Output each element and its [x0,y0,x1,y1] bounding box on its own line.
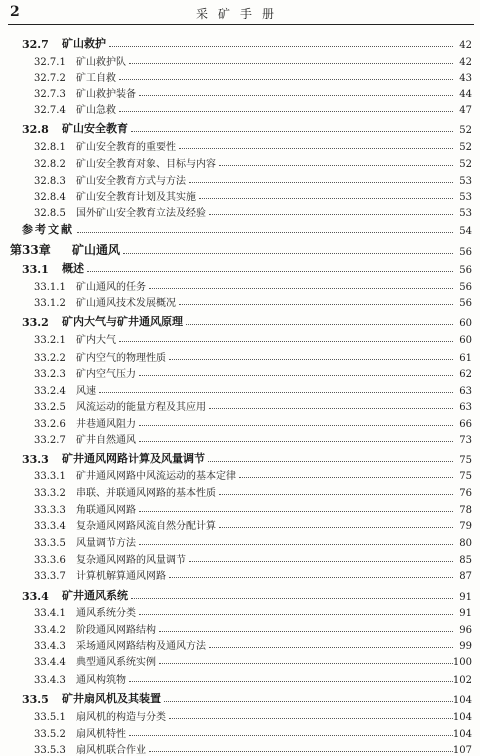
dot-leader [129,735,453,736]
toc-section[interactable] [0,450,480,466]
dot-leader [139,95,453,96]
toc-subsection[interactable] [0,740,480,756]
toc-section[interactable] [0,260,480,276]
toc-entry-number: 33.2.2 [34,353,66,364]
dot-leader [139,375,453,376]
toc-section[interactable] [0,690,480,706]
toc-entry-number: 32.7.3 [34,89,66,100]
toc-entry-number: 33.4.2 [34,625,66,636]
toc-entry-page: 56 [459,282,472,293]
toc-entry-page: 104 [452,695,472,706]
toc-entry-title: 矿井自然通风 [76,435,136,446]
toc-entry-title: 矿山急救 [76,105,116,116]
dot-leader [159,663,453,664]
toc-entry-number: 33.3 [22,453,49,466]
toc-entry-number: 32.8.1 [34,142,66,153]
toc-entry-page: 100 [452,657,472,668]
toc-entry-number: 33.4.1 [34,608,66,619]
toc-entry-title: 矿山安全教育 [62,122,128,135]
toc-entry-page: 73 [459,435,472,446]
dot-leader [109,46,453,47]
toc-entry-page: 42 [459,40,472,51]
toc-subsection[interactable] [0,364,480,380]
toc-entry-number: 33.4 [22,590,49,603]
toc-entry-title: 通风系统分类 [76,608,136,619]
dot-leader [199,198,453,199]
toc-entry-title: 国外矿山安全教育立法及经验 [76,208,206,219]
dot-leader [119,341,453,342]
toc-entry-page: 96 [459,625,472,636]
toc-entry-title: 矿工自救 [76,73,116,84]
dot-leader [99,392,453,393]
toc-entry-number: 33.5.3 [34,745,66,756]
toc-entry-page: 61 [459,353,472,364]
toc-entry-number: 33.3.5 [34,538,66,549]
toc-subsection[interactable] [0,84,480,100]
toc-subsection[interactable] [0,483,480,499]
toc-entry-title: 复杂通风网路的风量调节 [76,555,186,566]
toc-entry-number: 33.2 [22,316,49,329]
toc-subsection[interactable] [0,430,480,446]
dot-leader [159,631,453,632]
toc-entry-title: 扇风机的构造与分类 [76,712,166,723]
dot-leader [149,751,453,752]
toc-entry-page: 85 [459,555,472,566]
dot-leader [139,425,453,426]
toc-entry-title: 矿井通风系统 [62,589,128,602]
toc-entry-page: 66 [459,419,472,430]
toc-entry-title: 矿内大气 [76,335,116,346]
dot-leader [119,79,453,80]
toc-entry-title: 阶段通风网路结构 [76,625,156,636]
toc-entry-title: 矿内大气与矿井通风原理 [62,315,183,328]
toc-entry-page: 104 [452,729,472,740]
toc-entry-title: 矿内空气的物理性质 [76,353,166,364]
toc-entry-page: 99 [459,641,472,652]
toc-entry-number: 33.1.2 [34,298,66,309]
toc-entry-page: 53 [459,176,472,187]
toc-entry-title: 矿山安全教育对象、目标与内容 [76,159,216,170]
toc-entry-title: 扇风机联合作业 [76,745,146,756]
toc-entry-page: 107 [452,745,472,756]
toc-entry-title: 矿山安全教育方式与方法 [76,176,186,187]
toc-section[interactable] [0,587,480,603]
toc-subsection[interactable] [0,348,480,364]
dot-leader [119,111,453,112]
toc-entry-number: 32.7 [22,38,49,51]
dot-leader [139,544,453,545]
toc-entry-page: 63 [459,402,472,413]
toc-entry-number: 33.3.1 [34,471,66,482]
toc-section[interactable] [0,313,480,329]
toc-references[interactable] [0,221,480,237]
toc-subsection[interactable] [0,171,480,187]
toc-entry-page: 53 [459,192,472,203]
toc-subsection[interactable] [0,670,480,686]
toc-entry-page: 75 [459,455,472,466]
toc-entry-title: 概述 [62,262,84,275]
toc-entry-title: 计算机解算通风网路 [76,571,166,582]
dot-leader [209,214,453,215]
toc-entry-title: 扇风机特性 [76,729,126,740]
dot-leader [129,681,453,682]
toc-subsection[interactable] [0,566,480,582]
toc-entry-number: 33.3.2 [34,488,66,499]
toc-entry-title: 风流运动的能量方程及其应用 [76,402,206,413]
toc-entry-page: 54 [459,226,472,237]
toc-subsection[interactable] [0,533,480,549]
toc-entry-title: 矿山通风的任务 [76,282,146,293]
dot-leader [123,253,453,254]
dot-leader [169,718,453,719]
toc-entry-page: 53 [459,208,472,219]
toc-subsection[interactable] [0,516,480,532]
dot-leader [239,477,453,478]
toc-entry-number: 33.4.3 [34,675,66,686]
toc-entry-title: 矿山通风技术发展概况 [76,298,176,309]
toc-entry-title: 典型通风系统实例 [76,657,156,668]
toc-entry-number: 33.2.5 [34,402,66,413]
toc-entry-page: 56 [459,265,472,276]
toc-subsection[interactable] [0,724,480,740]
toc-entry-title: 矿山通风 [72,243,121,257]
toc-entry-number: 33.5 [22,693,49,706]
toc-section[interactable] [0,35,480,51]
toc-entry-title: 矿内空气压力 [76,369,136,380]
toc-entry-page: 47 [459,105,472,116]
toc-entry-title: 矿井扇风机及其装置 [62,692,161,705]
dot-leader [149,288,453,289]
toc-subsection[interactable] [0,187,480,203]
toc-entry-page: 52 [459,142,472,153]
toc-entry-number: 32.8.3 [34,176,66,187]
toc-subsection[interactable] [0,603,480,619]
toc-entry-page: 91 [459,592,472,603]
dot-leader [219,494,453,495]
dot-leader [189,182,453,183]
page-header [0,0,480,26]
toc-entry-title: 矿山安全教育计划及其实施 [76,192,196,203]
toc-entry-page: 56 [459,247,472,258]
toc-entry-page: 102 [452,675,472,686]
dot-leader [209,647,453,648]
toc-entry-number: 32.7.2 [34,73,66,84]
dot-leader [169,359,453,360]
toc-entry-number: 32.8.5 [34,208,66,219]
toc-entry-number: 33.2.1 [34,335,66,346]
dot-leader [208,461,453,462]
dot-leader [87,271,453,272]
toc-entry-number: 33.4.3 [34,641,66,652]
page-number: 2 [10,4,20,20]
toc-entry-number: 33.3.4 [34,521,66,532]
toc-entry-number: 33.2.6 [34,419,66,430]
toc-subsection[interactable] [0,620,480,636]
dot-leader [77,232,453,233]
toc-entry-number: 第33章 [10,243,51,257]
toc-subsection[interactable] [0,100,480,116]
dot-leader [189,561,453,562]
toc-entry-number: 32.7.1 [34,57,66,68]
book-title: 采矿手册 [195,7,284,21]
toc-entry-page: 76 [459,488,472,499]
toc-entry-title: 串联、并联通风网路的基本性质 [76,488,216,499]
dot-leader [219,165,453,166]
toc-entry-page: 44 [459,89,472,100]
toc-entry-page: 60 [459,318,472,329]
toc-subsection[interactable] [0,154,480,170]
toc-subsection[interactable] [0,636,480,652]
toc-entry-number: 32.8 [22,123,49,136]
toc-entry-page: 87 [459,571,472,582]
toc-entry-page: 62 [459,369,472,380]
toc-subsection[interactable] [0,137,480,153]
dot-leader [131,131,453,132]
toc-entry-title: 参考文献 [22,223,74,236]
toc-entry-page: 80 [459,538,472,549]
toc-entry-title: 采场通风网路结构及通风方法 [76,641,206,652]
dot-leader [179,304,453,305]
toc-entry-number: 33.5.2 [34,729,66,740]
toc-entry-page: 78 [459,505,472,516]
toc-entry-title: 矿山安全教育的重要性 [76,142,176,153]
toc-entry-page: 42 [459,57,472,68]
dot-leader [139,511,453,512]
toc-entry-number: 33.5.1 [34,712,66,723]
toc-entry-number: 32.8.2 [34,159,66,170]
toc-entry-page: 63 [459,386,472,397]
toc-entry-number: 33.3.3 [34,505,66,516]
toc-entry-title: 矿山救护装备 [76,89,136,100]
toc-section[interactable] [0,120,480,136]
toc-subsection[interactable] [0,500,480,516]
toc-subsection[interactable] [0,203,480,219]
toc-subsection[interactable] [0,52,480,68]
toc-entry-title: 矿山救护队 [76,57,126,68]
toc-entry-page: 104 [452,712,472,723]
header-rule [8,24,474,25]
dot-leader [169,577,453,578]
toc-entry-page: 52 [459,159,472,170]
dot-leader [131,598,453,599]
dot-leader [219,527,453,528]
toc-entry-title: 通风构筑物 [76,675,126,686]
toc-entry-number: 33.2.7 [34,435,66,446]
toc-entry-title: 矿井通风网路中风流运动的基本定律 [76,471,236,482]
toc-entry-number: 33.4.4 [34,657,66,668]
toc-entry-number: 32.7.4 [34,105,66,116]
toc-entry-page: 52 [459,125,472,136]
toc-subsection[interactable] [0,652,480,668]
toc-chapter[interactable] [0,242,480,258]
toc-entry-title: 风量调节方法 [76,538,136,549]
toc-entry-page: 75 [459,471,472,482]
toc-entry-page: 91 [459,608,472,619]
toc-entry-title: 风速 [76,386,96,397]
toc-subsection[interactable] [0,414,480,430]
dot-leader [186,324,453,325]
toc-entry-page: 60 [459,335,472,346]
toc-entry-page: 43 [459,73,472,84]
toc-entry-title: 矿山救护 [62,37,106,50]
toc-entry-title: 矿井通风网路计算及风量调节 [62,452,205,465]
toc-subsection[interactable] [0,707,480,723]
toc-entry-number: 33.3.7 [34,571,66,582]
toc-subsection[interactable] [0,397,480,413]
toc-subsection[interactable] [0,68,480,84]
dot-leader [209,408,453,409]
toc-entry-number: 32.8.4 [34,192,66,203]
dot-leader [139,441,453,442]
toc-entry-page: 56 [459,298,472,309]
dot-leader [129,63,453,64]
dot-leader [139,614,453,615]
toc-subsection[interactable] [0,550,480,566]
toc-subsection[interactable] [0,293,480,309]
toc-entry-title: 井巷通风阻力 [76,419,136,430]
toc-entry-number: 33.1 [22,263,49,276]
dot-leader [164,701,453,702]
toc-entry-number: 33.1.1 [34,282,66,293]
toc-entry-number: 33.2.3 [34,369,66,380]
toc-entry-title: 复杂通风网路风流自然分配计算 [76,521,216,532]
toc-subsection[interactable] [0,466,480,482]
dot-leader [179,148,453,149]
toc-entry-page: 79 [459,521,472,532]
toc-subsection[interactable] [0,277,480,293]
toc-entry-number: 33.3.6 [34,555,66,566]
toc-subsection[interactable] [0,381,480,397]
toc-entry-number: 33.2.4 [34,386,66,397]
toc-entry-title: 角联通风网路 [76,505,136,516]
toc-subsection[interactable] [0,330,480,346]
